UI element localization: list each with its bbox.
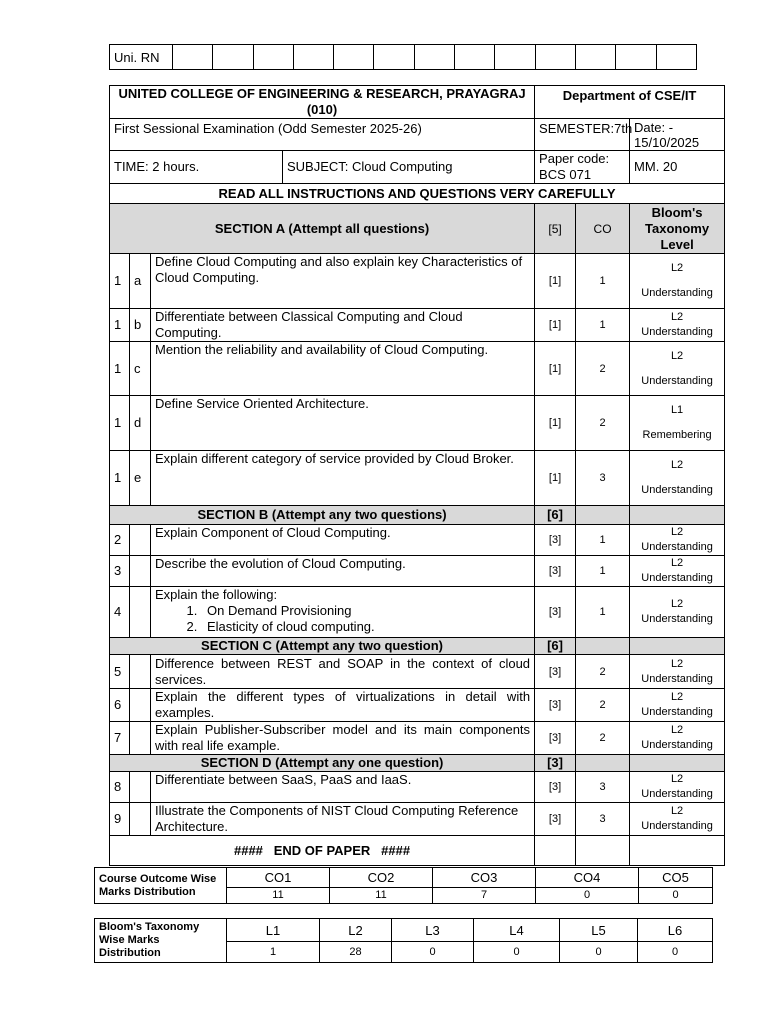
sub-item: 2. Elasticity of cloud computing. [201,619,530,635]
bloom-level-code: L1 [670,404,684,416]
roll-digit-box [616,45,656,70]
question-marks: [3] [535,722,576,755]
bloom-level-code: L2 [670,311,684,323]
sub-item: 1. On Demand Provisioning [201,603,530,619]
question-co: 2 [576,655,630,689]
bloom-level-name: Understanding [641,374,713,387]
roll-digit-box [374,45,414,70]
max-marks: MM. 20 [630,151,725,184]
question-marks: [3] [535,525,576,556]
question-co: 1 [576,254,630,309]
bloom-level-code: L2 [670,657,684,670]
co-marks-value: 11 [227,888,330,904]
bloom-header: L1 [227,919,320,942]
roll-number-table [109,44,697,70]
co-marks-value: 0 [639,888,713,904]
question-bloom-level [630,556,725,587]
question-bloom-level [630,722,725,755]
section-a-title: SECTION A (Attempt all questions) [110,204,535,254]
question-row [110,803,725,836]
question-co: 2 [576,342,630,396]
co-header: CO1 [227,868,330,888]
question-bloom-level [630,451,725,506]
question-text: Describe the evolution of Cloud Computing. [151,556,535,587]
question-row [110,556,725,587]
roll-number-row [110,45,697,70]
question-bloom-level [630,772,725,803]
question-part: d [130,396,151,451]
bloom-distribution-table [94,918,713,963]
question-text: Explain the different types of virtualizations in detail with examples. [151,689,535,722]
bloom-level-code: L2 [670,262,684,274]
bloom-header: L4 [474,919,560,942]
bloom-level-code: L2 [670,598,684,610]
question-text: Difference between REST and SOAP in the context of cloud services. [151,655,535,689]
section-b-title: SECTION B (Attempt any two questions) [110,506,535,525]
question-co: 3 [576,451,630,506]
question-co: 3 [576,772,630,803]
bloom-level-name: Understanding [641,541,713,553]
question-marks: [3] [535,655,576,689]
department: Department of CSE/IT [535,86,725,119]
bloom-level-name: Understanding [641,613,713,625]
question-marks: [1] [535,451,576,506]
co-marks-value: 7 [433,888,536,904]
co-header: CO5 [639,868,713,888]
section-c-marks: [6] [535,638,576,655]
question-text: Explain Component of Cloud Computing. [151,525,535,556]
question-marks: [3] [535,689,576,722]
question-number: 3 [110,556,130,587]
co-distribution-table [94,867,713,904]
question-marks: [3] [535,556,576,587]
bloom-header: L5 [560,919,638,942]
co-header: CO4 [536,868,639,888]
question-row [110,655,725,689]
question-marks: [3] [535,587,576,638]
question-text: Illustrate the Components of NIST Cloud Computing Reference Architecture. [151,803,535,836]
bloom-level-name: Understanding [641,326,713,338]
question-text: Define Cloud Computing and also explain key Characteristics of Cloud Computing. [151,254,535,309]
question-part: e [130,451,151,506]
paper-code: Paper code: BCS 071 [535,151,630,184]
question-part: a [130,254,151,309]
question-number: 1 [110,342,130,396]
bloom-column-header: Bloom's Taxonomy Level [630,204,725,254]
question-marks: [1] [535,342,576,396]
co-header: CO3 [433,868,536,888]
question-number: 1 [110,309,130,342]
question-row [110,587,725,638]
section-d-title: SECTION D (Attempt any one question) [110,755,535,772]
question-co: 1 [576,556,630,587]
question-row [110,451,725,506]
subject: SUBJECT: Cloud Computing [283,151,535,184]
section-d-marks: [3] [535,755,576,772]
bloom-header: L3 [392,919,474,942]
co-column-header: CO [576,204,630,254]
roll-digit-box [495,45,535,70]
question-number: 1 [110,396,130,451]
co-marks-value: 0 [536,888,639,904]
co-marks-value: 11 [330,888,433,904]
bloom-marks-value: 0 [560,942,638,963]
question-number: 6 [110,689,130,722]
bloom-marks-value: 0 [474,942,560,963]
section-b-marks: [6] [535,506,576,525]
question-part: c [130,342,151,396]
question-row [110,722,725,755]
bloom-level-name: Understanding [641,287,713,299]
question-co: 2 [576,722,630,755]
exam-time: TIME: 2 hours. [110,151,283,184]
question-bloom-level [630,342,725,396]
bloom-level-code: L2 [670,557,684,569]
bloom-level-name: Remembering [642,429,712,441]
co-header: CO2 [330,868,433,888]
bloom-level-name: Understanding [641,484,713,496]
section-c-title: SECTION C (Attempt any two question) [110,638,535,655]
question-part: b [130,309,151,342]
roll-digit-box [173,45,213,70]
question-number: 9 [110,803,130,836]
question-row [110,689,725,722]
question-text: Define Service Oriented Architecture. [151,396,535,451]
question-co: 2 [576,689,630,722]
sub-item-list [155,603,530,635]
bloom-marks-value: 28 [320,942,392,963]
question-co: 1 [576,587,630,638]
question-bloom-level [630,587,725,638]
question-row [110,525,725,556]
question-number: 5 [110,655,130,689]
bloom-level-code: L2 [670,773,684,785]
question-bloom-level [630,525,725,556]
roll-digit-box [656,45,696,70]
bloom-level-code: L2 [670,691,684,703]
bloom-header: L6 [638,919,713,942]
bloom-level-name: Understanding [641,739,713,751]
question-marks: [1] [535,396,576,451]
marks-column-header: [5] [535,204,576,254]
bloom-header: L2 [320,919,392,942]
roll-digit-box [293,45,333,70]
exam-title: First Sessional Examination (Odd Semester 2025-26) [110,119,535,151]
question-row [110,772,725,803]
question-number: 4 [110,587,130,638]
question-co: 3 [576,803,630,836]
roll-digit-box [535,45,575,70]
bloom-marks-value: 0 [638,942,713,963]
question-number: 1 [110,451,130,506]
roll-digit-box [455,45,495,70]
roll-digit-box [213,45,253,70]
bloom-marks-value: 0 [392,942,474,963]
semester: SEMESTER:7th [535,119,630,151]
bloom-level-name: Understanding [641,820,713,832]
question-bloom-level [630,254,725,309]
roll-digit-box [575,45,615,70]
question-co: 2 [576,396,630,451]
question-marks: [1] [535,254,576,309]
bloom-level-code: L2 [670,724,684,736]
question-bloom-level [630,655,725,689]
bloom-level-code: L2 [670,805,684,817]
question-number: 8 [110,772,130,803]
roll-digit-box [414,45,454,70]
bloom-distribution-label: Bloom's Taxonomy Wise Marks Distribution [95,919,227,963]
question-marks: [3] [535,772,576,803]
question-marks: [1] [535,309,576,342]
question-text: Differentiate between SaaS, PaaS and IaaS. [151,772,535,803]
bloom-level-code: L2 [670,459,684,471]
question-co: 1 [576,309,630,342]
question-number: 1 [110,254,130,309]
roll-digit-box [253,45,293,70]
question-row [110,309,725,342]
instructions: READ ALL INSTRUCTIONS AND QUESTIONS VERY CAREFULLY [110,184,725,204]
question-bloom-level [630,309,725,342]
question-text: Explain different category of service provided by Cloud Broker. [151,451,535,506]
college-name: UNITED COLLEGE OF ENGINEERING & RESEARCH, PRAYAGRAJ (010) [110,86,535,119]
question-co: 1 [576,525,630,556]
question-text: Differentiate between Classical Computing and Cloud Computing. [151,309,535,342]
bloom-marks-value: 1 [227,942,320,963]
question-row [110,254,725,309]
question-bloom-level [630,689,725,722]
co-distribution-label: Course Outcome Wise Marks Distribution [95,868,227,904]
question-bloom-level [630,396,725,451]
question-number: 7 [110,722,130,755]
question-row [110,396,725,451]
bloom-level-name: Understanding [641,706,713,718]
question-row [110,342,725,396]
question-text [151,587,535,638]
bloom-level-code: L2 [670,526,684,538]
bloom-level-name: Understanding [641,572,713,584]
bloom-level-name: Understanding [641,788,713,800]
question-paper-table [109,85,725,866]
question-number: 2 [110,525,130,556]
bloom-level-name: Understanding [641,672,713,685]
bloom-level-code: L2 [670,349,684,362]
question-text: Explain Publisher-Subscriber model and its main components with real life example. [151,722,535,755]
question-bloom-level [630,803,725,836]
question-marks: [3] [535,803,576,836]
end-of-paper: #### END OF PAPER #### [110,836,535,866]
question-text: Mention the reliability and availability of Cloud Computing. [151,342,535,396]
exam-date: Date: - 15/10/2025 [630,119,725,151]
roll-digit-box [334,45,374,70]
roll-number-label: Uni. RN [110,45,173,70]
question-intro: Explain the following: [155,587,278,602]
